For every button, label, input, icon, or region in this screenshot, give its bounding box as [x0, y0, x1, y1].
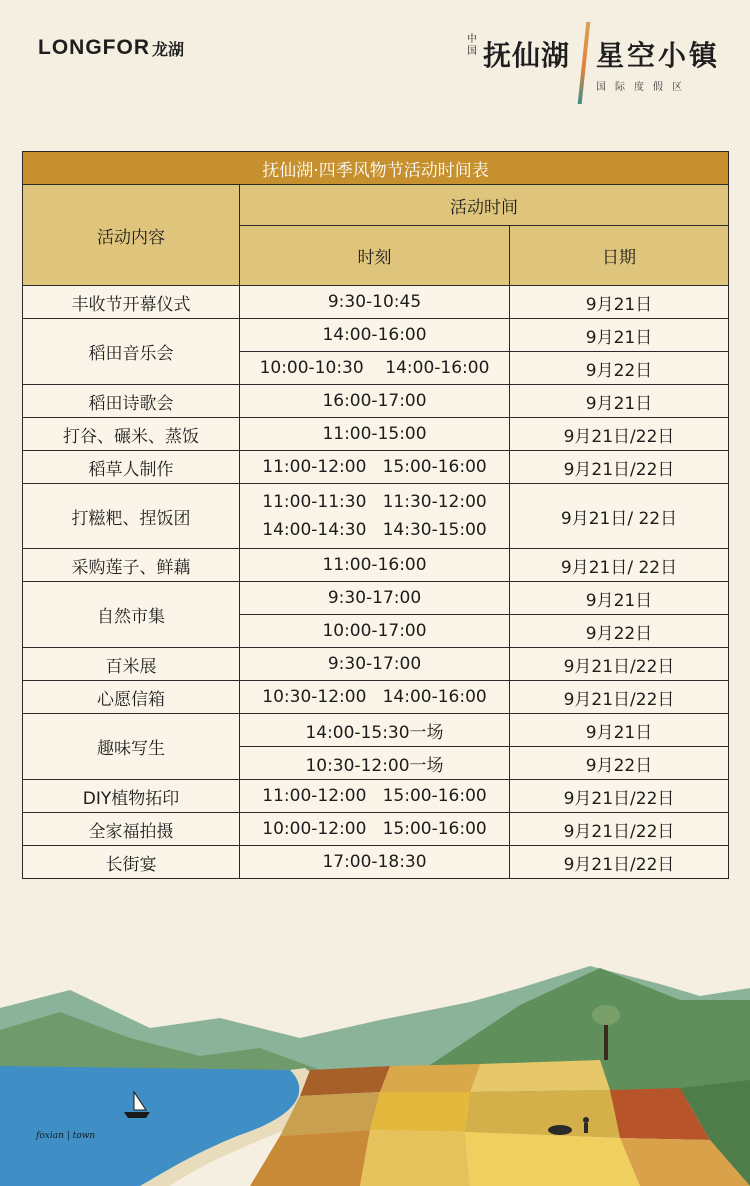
longfor-logo	[38, 36, 184, 60]
logo-resort-name: 星空小镇	[595, 39, 720, 72]
time-cell: 10:00-17:00	[240, 615, 510, 648]
time-cell: 9:30-17:00	[240, 582, 510, 615]
logo-china: 中国	[466, 34, 477, 57]
date-cell: 9月22日	[510, 352, 729, 385]
activity-cell: DIY植物拓印	[23, 780, 240, 813]
activity-cell: 百米展	[23, 648, 240, 681]
field-2	[380, 1064, 480, 1092]
time-cell: 10:00-12:00 15:00-16:00	[240, 813, 510, 846]
date-cell: 9月21日/22日	[510, 418, 729, 451]
time-cell: 11:00-11:30 11:30-12:00 14:00-14:30 14:30-15:00	[240, 484, 510, 549]
header-date: 日期	[510, 226, 729, 286]
activity-cell: 长街宴	[23, 846, 240, 879]
table-row	[23, 418, 729, 451]
date-cell: 9月21日/22日	[510, 846, 729, 879]
time-cell: 10:00-10:30 14:00-16:00	[240, 352, 510, 385]
date-cell: 9月21日	[510, 286, 729, 319]
header-activity: 活动内容	[23, 185, 240, 286]
time-cell: 16:00-17:00	[240, 385, 510, 418]
header-time: 时刻	[240, 226, 510, 286]
field-10	[465, 1132, 640, 1186]
logo-resort-sub: 国际度假区	[595, 82, 691, 93]
time-cell: 11:00-15:00	[240, 418, 510, 451]
table-row	[23, 714, 729, 747]
time-cell: 11:00-12:00 15:00-16:00	[240, 451, 510, 484]
longfor-cn: 龙湖	[152, 39, 185, 59]
table-row	[23, 813, 729, 846]
table-row	[23, 451, 729, 484]
schedule-body	[23, 286, 729, 879]
date-cell: 9月21日/22日	[510, 780, 729, 813]
time-cell: 11:00-16:00	[240, 549, 510, 582]
signature-text: foxian | town	[36, 1131, 96, 1141]
landscape-illustration	[0, 960, 750, 1186]
activity-cell: 趣味写生	[23, 714, 240, 780]
field-3	[470, 1060, 610, 1092]
lake	[0, 1066, 299, 1186]
table-row	[23, 780, 729, 813]
date-cell: 9月21日/22日	[510, 813, 729, 846]
field-5	[370, 1092, 470, 1132]
date-cell: 9月22日	[510, 615, 729, 648]
table-row	[23, 549, 729, 582]
date-cell: 9月22日	[510, 747, 729, 780]
logo-slash-mark	[578, 22, 591, 104]
table-row	[23, 681, 729, 714]
date-cell: 9月21日/22日	[510, 648, 729, 681]
longfor-wordmark: LONGFOR	[38, 36, 150, 59]
date-cell: 9月21日/ 22日	[510, 484, 729, 549]
table-row	[23, 286, 729, 319]
table-title: 抚仙湖·四季风物节活动时间表	[23, 152, 729, 185]
activity-cell: 稻田诗歌会	[23, 385, 240, 418]
activity-cell: 稻田音乐会	[23, 319, 240, 385]
date-cell: 9月21日/22日	[510, 681, 729, 714]
activity-cell: 全家福拍摄	[23, 813, 240, 846]
activity-cell: 稻草人制作	[23, 451, 240, 484]
date-cell: 9月21日/22日	[510, 451, 729, 484]
field-9	[360, 1130, 470, 1186]
activity-cell: 采购莲子、鲜藕	[23, 549, 240, 582]
schedule-table	[22, 151, 729, 879]
table-row	[23, 385, 729, 418]
activity-cell: 打谷、碾米、蒸饭	[23, 418, 240, 451]
activity-cell: 丰收节开幕仪式	[23, 286, 240, 319]
table-row	[23, 484, 729, 549]
date-cell: 9月21日/ 22日	[510, 549, 729, 582]
table-row	[23, 846, 729, 879]
header-time-group: 活动时间	[240, 185, 729, 226]
table-row	[23, 648, 729, 681]
activity-cell: 心愿信箱	[23, 681, 240, 714]
time-cell: 14:00-15:30一场	[240, 714, 510, 747]
table-row	[23, 582, 729, 615]
logo-place: 抚仙湖	[482, 39, 570, 72]
time-cell: 9:30-17:00	[240, 648, 510, 681]
table-row	[23, 319, 729, 352]
resort-logo	[467, 22, 720, 104]
header	[0, 0, 750, 120]
date-cell: 9月21日	[510, 385, 729, 418]
date-cell: 9月21日	[510, 714, 729, 747]
time-cell: 11:00-12:00 15:00-16:00	[240, 780, 510, 813]
date-cell: 9月21日	[510, 582, 729, 615]
date-cell: 9月21日	[510, 319, 729, 352]
activity-cell: 自然市集	[23, 582, 240, 648]
time-cell: 17:00-18:30	[240, 846, 510, 879]
time-cell: 10:30-12:00 14:00-16:00	[240, 681, 510, 714]
field-8	[250, 1130, 370, 1186]
field-6	[465, 1090, 620, 1138]
time-cell: 9:30-10:45	[240, 286, 510, 319]
activity-cell: 打糍粑、捏饭团	[23, 484, 240, 549]
time-cell: 14:00-16:00	[240, 319, 510, 352]
time-cell: 10:30-12:00一场	[240, 747, 510, 780]
field-1	[300, 1066, 390, 1096]
